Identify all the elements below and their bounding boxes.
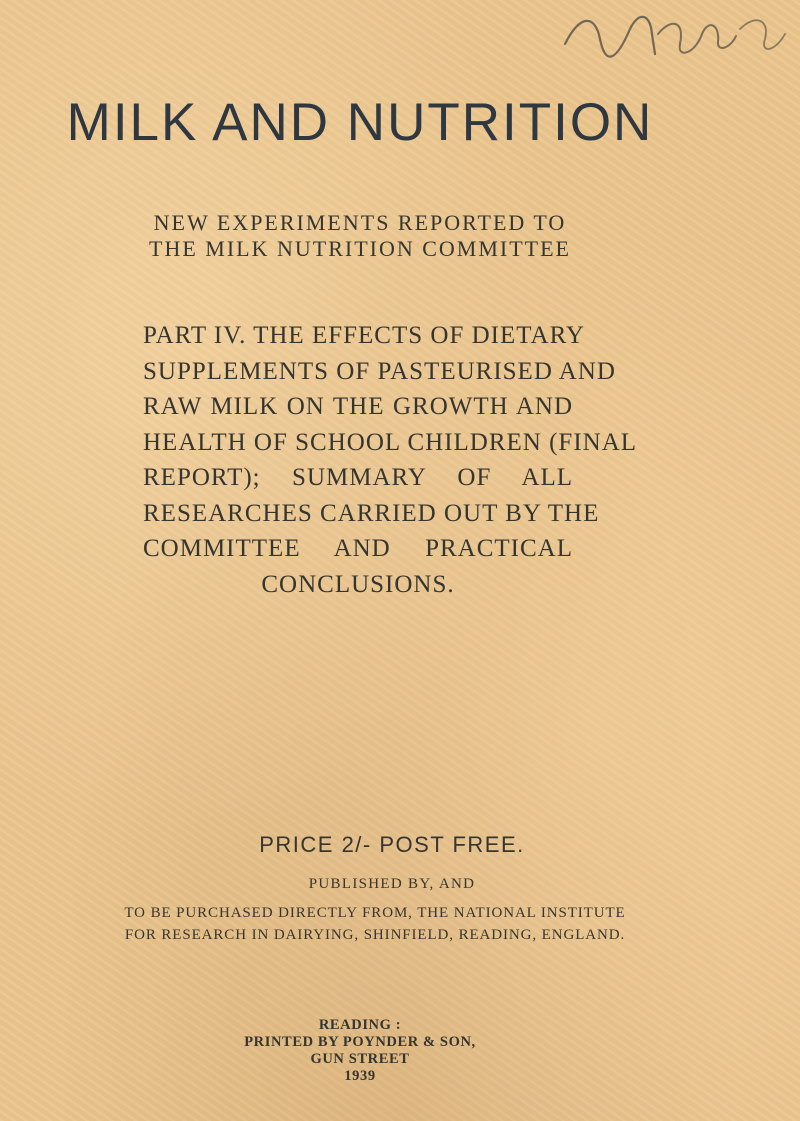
publisher-heading: PUBLISHED BY, AND bbox=[308, 876, 476, 892]
part-line: RESEARCHES CARRIED OUT BY THE bbox=[143, 499, 600, 527]
imprint-place: READING : bbox=[318, 1017, 402, 1033]
subtitle-line: THE MILK NUTRITION COMMITTEE bbox=[149, 236, 571, 261]
part-line: COMMITTEE AND PRACTICAL bbox=[143, 535, 573, 562]
publisher-line: TO BE PURCHASED DIRECTLY FROM, THE NATIONAL INSTITUTE bbox=[124, 905, 626, 921]
part-line: RAW MILK ON THE GROWTH AND bbox=[143, 393, 573, 420]
imprint-printer: PRINTED BY POYNDER & SON, bbox=[244, 1034, 476, 1050]
part-line: SUPPLEMENTS OF PASTEURISED AND bbox=[143, 357, 616, 385]
imprint-year: 1939 bbox=[344, 1068, 376, 1084]
part-line: CONCLUSIONS. bbox=[261, 570, 455, 598]
imprint-street: GUN STREET bbox=[310, 1051, 410, 1067]
printer-imprint bbox=[0, 1017, 720, 1085]
part-line: PART IV. THE EFFECTS OF DIETARY bbox=[143, 322, 585, 349]
publisher-details bbox=[0, 902, 750, 946]
part-line: REPORT); SUMMARY OF ALL bbox=[143, 464, 573, 491]
part-description bbox=[143, 318, 638, 602]
subtitle-line: NEW EXPERIMENTS REPORTED TO bbox=[153, 210, 567, 235]
subtitle bbox=[0, 210, 720, 262]
handwritten-signature-icon bbox=[560, 4, 790, 74]
price-line: PRICE 2/- POST FREE. bbox=[259, 832, 525, 857]
part-line: HEALTH OF SCHOOL CHILDREN (FINAL bbox=[143, 428, 638, 456]
publisher-line: FOR RESEARCH IN DAIRYING, SHINFIELD, READING, ENGLAND. bbox=[124, 927, 626, 943]
document-title: MILK AND NUTRITION bbox=[66, 93, 654, 152]
